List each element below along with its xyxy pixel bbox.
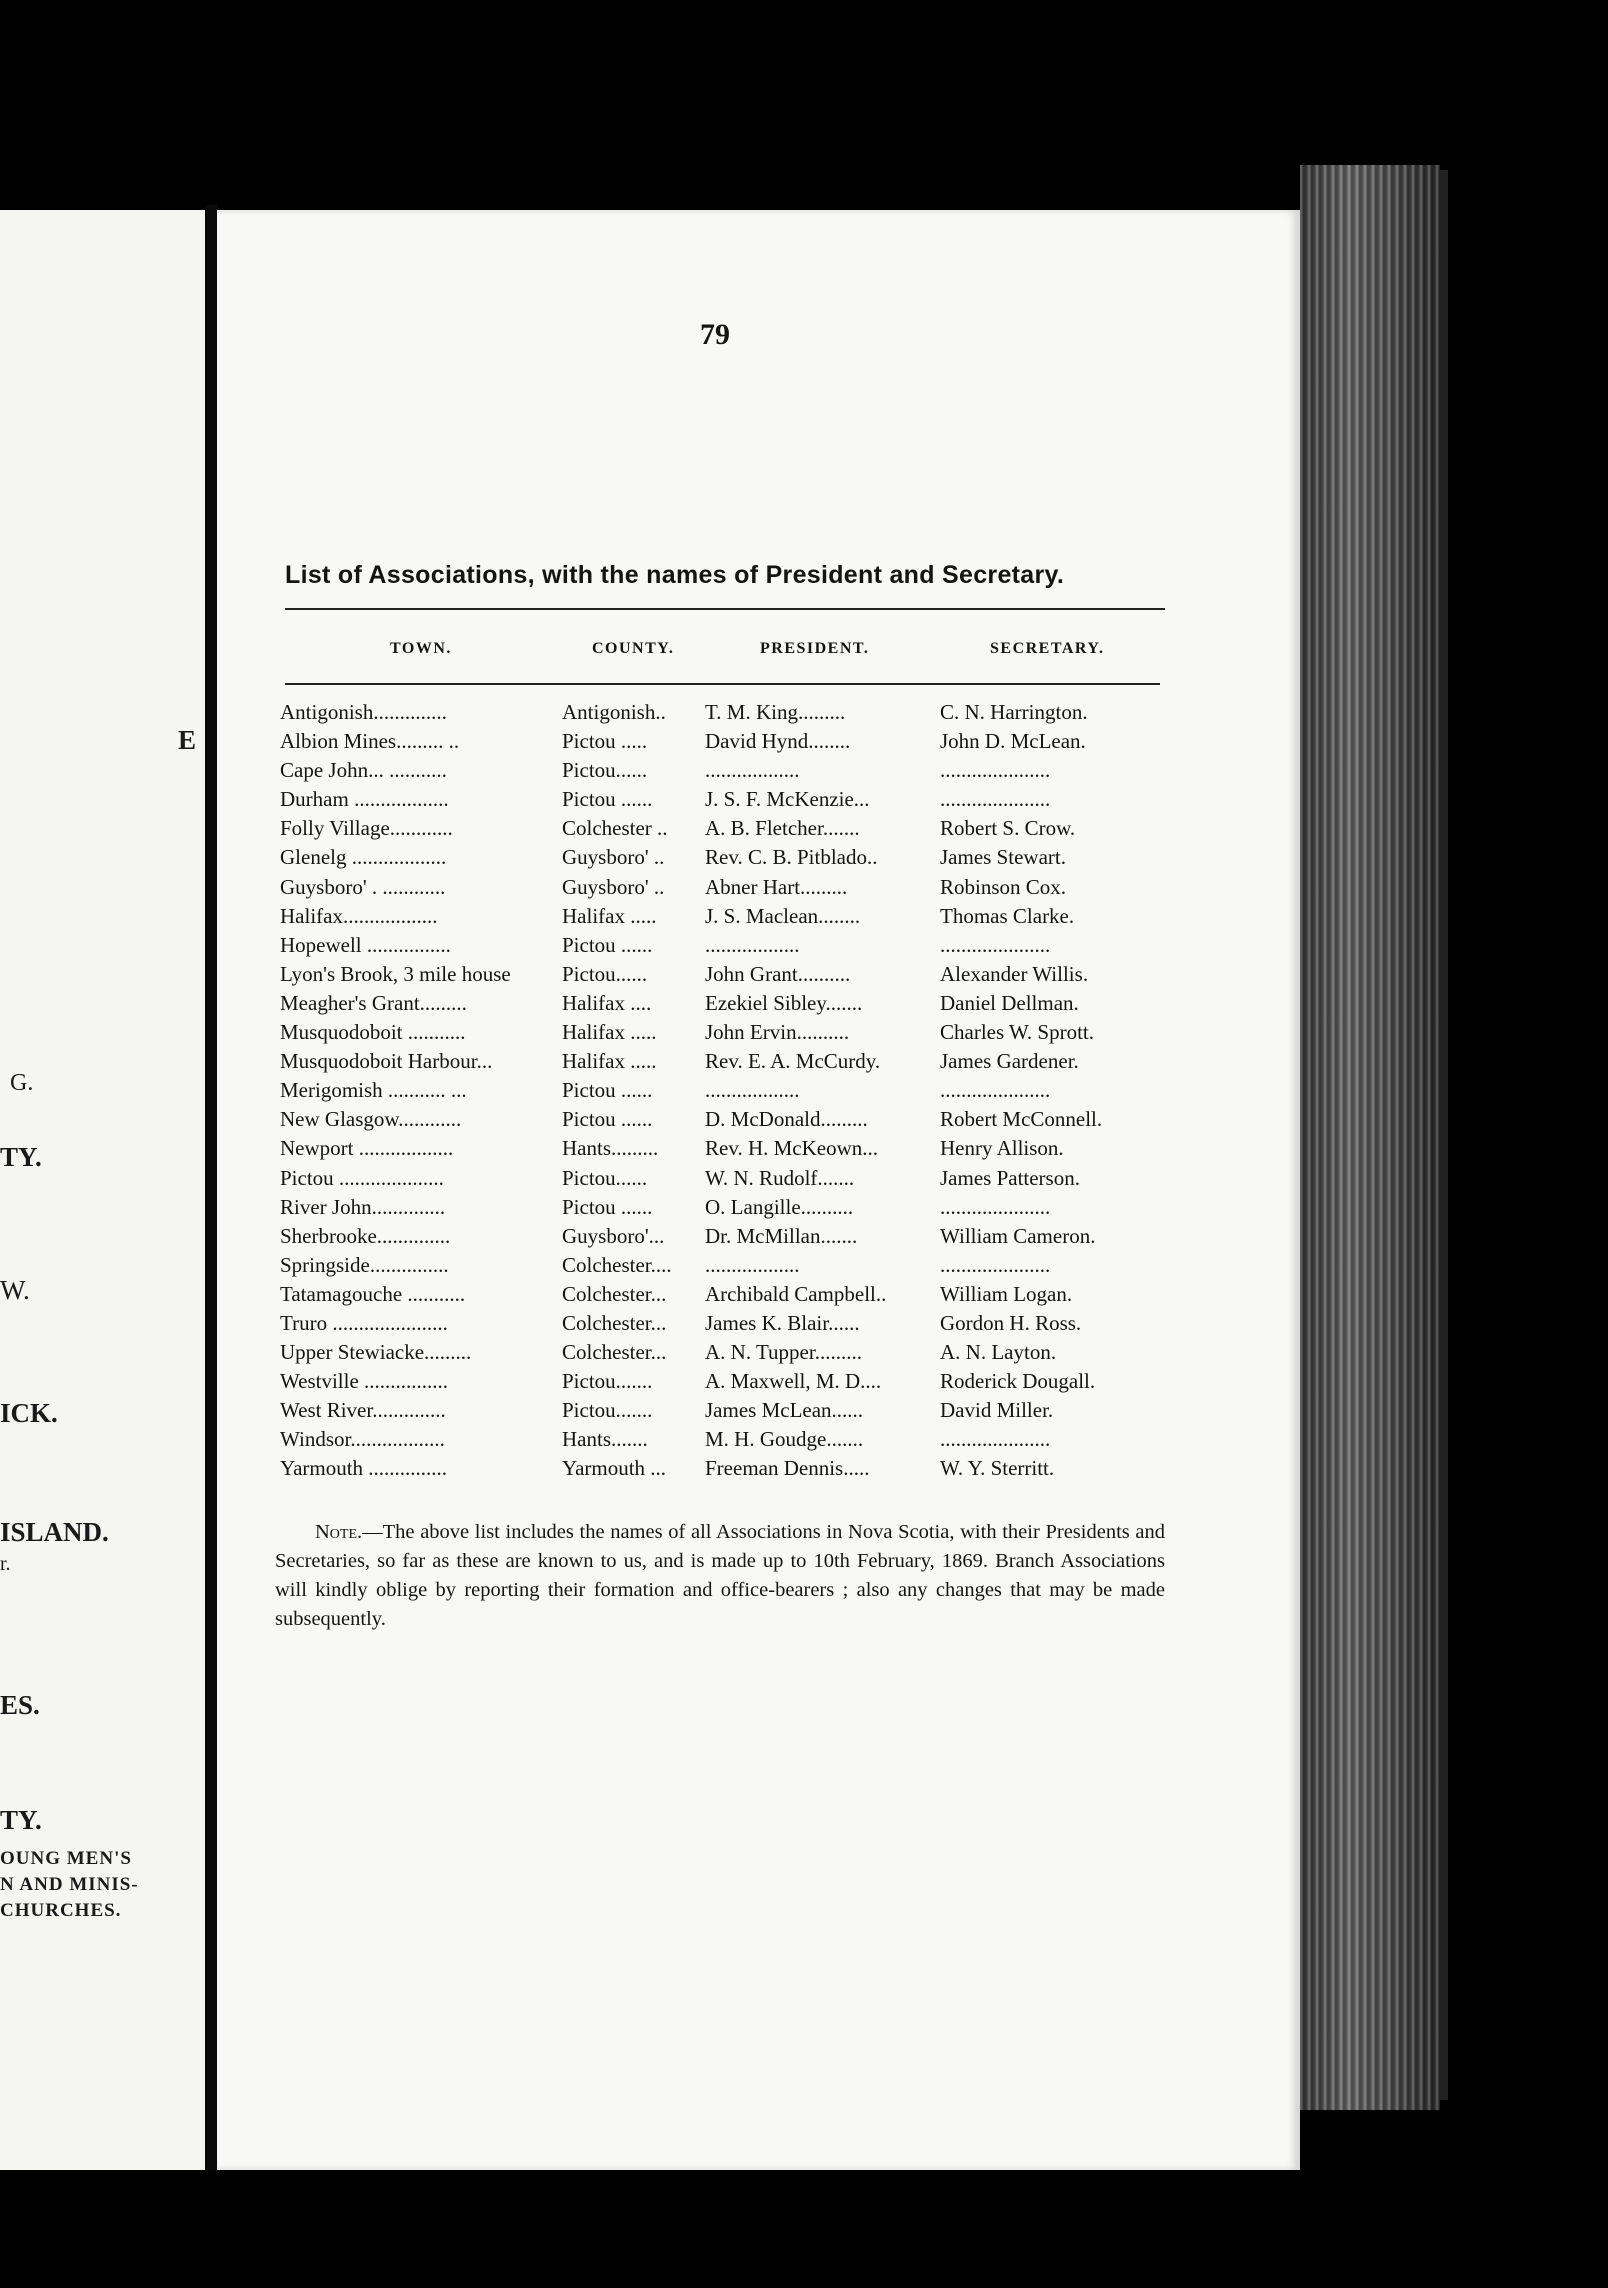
town-cell: Halifax.................. xyxy=(280,903,438,928)
book-gutter xyxy=(205,205,217,2170)
county-cell: Pictou...... xyxy=(562,758,648,783)
secretary-cell: ..................... xyxy=(940,1194,1051,1219)
county-cell: Colchester .. xyxy=(562,816,668,841)
table-row xyxy=(280,1456,1160,1485)
town-cell: Albion Mines......... .. xyxy=(280,729,460,754)
president-cell: James K. Blair...... xyxy=(705,1310,860,1335)
left-fragment: CHURCHES. xyxy=(0,1900,122,1921)
secretary-cell: A. N. Layton. xyxy=(940,1340,1057,1365)
table-row xyxy=(280,904,1160,933)
county-cell: Guysboro' .. xyxy=(562,874,665,899)
left-fragment: TY. xyxy=(0,1142,42,1172)
county-cell: Pictou...... xyxy=(562,961,648,986)
town-cell: Pictou .................... xyxy=(280,1165,444,1190)
left-facing-page xyxy=(0,210,205,2170)
table-row xyxy=(280,1107,1160,1136)
secretary-cell: ..................... xyxy=(940,787,1051,812)
secretary-cell: ..................... xyxy=(940,758,1051,783)
left-fragment: ES. xyxy=(0,1690,40,1720)
county-cell: Antigonish.. xyxy=(562,700,666,724)
town-cell: Meagher's Grant......... xyxy=(280,990,467,1015)
column-header-county: COUNTY. xyxy=(592,640,675,657)
table-row xyxy=(280,1340,1160,1369)
president-cell: Rev. C. B. Pitblado.. xyxy=(705,845,878,870)
table-row xyxy=(280,1253,1160,1282)
president-cell: .................. xyxy=(705,1078,800,1103)
president-cell: A. B. Fletcher....... xyxy=(705,816,860,841)
president-cell: Dr. McMillan....... xyxy=(705,1223,858,1248)
county-cell: Pictou ...... xyxy=(562,1078,653,1103)
table-row xyxy=(280,933,1160,962)
secretary-cell: ..................... xyxy=(940,1427,1051,1452)
left-fragment: W. xyxy=(0,1275,30,1305)
county-cell: Colchester... xyxy=(562,1340,667,1365)
table-row xyxy=(280,787,1160,816)
secretary-cell: Charles W. Sprott. xyxy=(940,1020,1095,1045)
left-fragment: OUNG MEN'S xyxy=(0,1848,132,1869)
table-row xyxy=(280,700,1160,729)
town-cell: Cape John... ........... xyxy=(280,758,447,783)
secretary-cell: William Cameron. xyxy=(940,1223,1096,1248)
town-cell: Upper Stewiacke......... xyxy=(280,1340,472,1365)
president-cell: .................. xyxy=(705,758,800,783)
associations-table xyxy=(280,700,1160,1486)
secretary-cell: Robert S. Crow. xyxy=(940,816,1076,841)
town-cell: River John.............. xyxy=(280,1194,446,1219)
secretary-cell: James Patterson. xyxy=(940,1165,1080,1190)
president-cell: Abner Hart......... xyxy=(705,874,848,899)
table-row xyxy=(280,1078,1160,1107)
note-label: Note. xyxy=(315,1521,363,1543)
president-cell: W. N. Rudolf....... xyxy=(705,1165,855,1190)
town-cell: Newport .................. xyxy=(280,1136,454,1161)
table-row xyxy=(280,758,1160,787)
town-cell: Folly Village............ xyxy=(280,816,453,841)
president-cell: David Hynd........ xyxy=(705,729,851,754)
table-row xyxy=(280,845,1160,874)
left-fragment: E xyxy=(178,725,197,755)
county-cell: Halifax ..... xyxy=(562,1049,657,1074)
county-cell: Guysboro'... xyxy=(562,1223,665,1248)
column-header-town: TOWN. xyxy=(390,640,452,657)
secretary-cell: C. N. Harrington. xyxy=(940,700,1088,724)
left-fragment: G. xyxy=(10,1070,34,1096)
town-cell: Guysboro' . ............ xyxy=(280,874,446,899)
book-page-edges xyxy=(1300,165,1440,2110)
town-cell: Westville ................ xyxy=(280,1369,449,1394)
table-row xyxy=(280,816,1160,845)
president-cell: J. S. F. McKenzie... xyxy=(705,787,870,812)
left-fragment: ICK. xyxy=(0,1398,58,1428)
table-row xyxy=(280,1311,1160,1340)
county-cell: Pictou....... xyxy=(562,1398,653,1423)
town-cell: Glenelg .................. xyxy=(280,845,447,870)
secretary-cell: ..................... xyxy=(940,932,1051,957)
secretary-cell: James Gardener. xyxy=(940,1049,1079,1074)
town-cell: Truro ...................... xyxy=(280,1310,448,1335)
secretary-cell: Robert McConnell. xyxy=(940,1107,1103,1132)
town-cell: West River.............. xyxy=(280,1398,446,1423)
header-rule xyxy=(285,683,1160,685)
left-fragment: TY. xyxy=(0,1805,42,1835)
town-cell: Durham .................. xyxy=(280,787,449,812)
president-cell: O. Langille.......... xyxy=(705,1194,854,1219)
secretary-cell: John D. McLean. xyxy=(940,729,1086,754)
table-row xyxy=(280,991,1160,1020)
county-cell: Colchester... xyxy=(562,1281,667,1306)
town-cell: New Glasgow............ xyxy=(280,1107,462,1132)
secretary-cell: James Stewart. xyxy=(940,845,1066,870)
secretary-cell: Thomas Clarke. xyxy=(940,903,1075,928)
president-cell: Rev. H. McKeown... xyxy=(705,1136,879,1161)
table-row xyxy=(280,1049,1160,1078)
secretary-cell: David Miller. xyxy=(940,1398,1054,1423)
president-cell: James McLean...... xyxy=(705,1398,864,1423)
secretary-cell: William Logan. xyxy=(940,1281,1073,1306)
county-cell: Halifax ..... xyxy=(562,903,657,928)
county-cell: Pictou ...... xyxy=(562,787,653,812)
town-cell: Musquodoboit ........... xyxy=(280,1020,466,1045)
president-cell: Archibald Campbell.. xyxy=(705,1281,887,1306)
secretary-cell: W. Y. Sterritt. xyxy=(940,1456,1055,1481)
president-cell: T. M. King......... xyxy=(705,700,846,724)
county-cell: Pictou....... xyxy=(562,1369,653,1394)
president-cell: Ezekiel Sibley....... xyxy=(705,990,863,1015)
note-paragraph xyxy=(275,1518,1165,1634)
table-row xyxy=(280,1224,1160,1253)
column-header-president: PRESIDENT. xyxy=(760,640,870,657)
president-cell: John Ervin.......... xyxy=(705,1020,850,1045)
county-cell: Hants......... xyxy=(562,1136,659,1161)
town-cell: Musquodoboit Harbour... xyxy=(280,1049,493,1074)
president-cell: M. H. Goudge....... xyxy=(705,1427,864,1452)
county-cell: Pictou ...... xyxy=(562,1107,653,1132)
table-row xyxy=(280,1166,1160,1195)
president-cell: Rev. E. A. McCurdy. xyxy=(705,1049,881,1074)
table-row xyxy=(280,1020,1160,1049)
table-row xyxy=(280,1398,1160,1427)
book-edge-shadow xyxy=(1440,170,1448,2100)
county-cell: Colchester.... xyxy=(562,1252,672,1277)
left-fragment: ISLAND. xyxy=(0,1517,109,1547)
column-header-secretary: SECRETARY. xyxy=(990,640,1105,657)
secretary-cell: Daniel Dellman. xyxy=(940,990,1079,1015)
secretary-cell: ..................... xyxy=(940,1078,1051,1103)
town-cell: Sherbrooke.............. xyxy=(280,1223,451,1248)
table-row xyxy=(280,962,1160,991)
president-cell: .................. xyxy=(705,932,800,957)
secretary-cell: ..................... xyxy=(940,1252,1051,1277)
secretary-cell: Gordon H. Ross. xyxy=(940,1310,1082,1335)
county-cell: Pictou ..... xyxy=(562,729,648,754)
town-cell: Antigonish.............. xyxy=(280,700,447,724)
secretary-cell: Henry Allison. xyxy=(940,1136,1064,1161)
page-number: 79 xyxy=(700,318,730,351)
table-row xyxy=(280,729,1160,758)
county-cell: Pictou...... xyxy=(562,1165,648,1190)
town-cell: Lyon's Brook, 3 mile house xyxy=(280,961,511,986)
page-title: List of Associations, with the names of President and Secretary. xyxy=(285,561,1065,589)
town-cell: Merigomish ........... ... xyxy=(280,1078,467,1103)
table-row xyxy=(280,875,1160,904)
left-fragment: r. xyxy=(0,1553,11,1575)
county-cell: Guysboro' .. xyxy=(562,845,665,870)
president-cell: .................. xyxy=(705,1252,800,1277)
county-cell: Yarmouth ... xyxy=(562,1456,667,1481)
town-cell: Yarmouth ............... xyxy=(280,1456,448,1481)
secretary-cell: Robinson Cox. xyxy=(940,874,1067,899)
president-cell: A. Maxwell, M. D.... xyxy=(705,1369,882,1394)
president-cell: A. N. Tupper......... xyxy=(705,1340,862,1365)
town-cell: Windsor.................. xyxy=(280,1427,445,1452)
county-cell: Pictou ...... xyxy=(562,1194,653,1219)
president-cell: J. S. Maclean........ xyxy=(705,903,861,928)
county-cell: Colchester... xyxy=(562,1310,667,1335)
president-cell: John Grant.......... xyxy=(705,961,851,986)
secretary-cell: Roderick Dougall. xyxy=(940,1369,1096,1394)
county-cell: Halifax ..... xyxy=(562,1020,657,1045)
left-fragment: N AND MINIS- xyxy=(0,1874,139,1895)
county-cell: Halifax .... xyxy=(562,990,652,1015)
table-row xyxy=(280,1282,1160,1311)
note-text: —The above list includes the names of all Associations in Nova Scotia, with their Presidents and Secretaries, so far as these are known to us, and is made up to 10th February, 1869. Branch Associations will kindly oblige by reporting their formation and office-bearers ; also any changes that may be made subsequently. xyxy=(275,1521,1165,1630)
table-row xyxy=(280,1136,1160,1165)
title-rule xyxy=(285,608,1165,610)
table-row xyxy=(280,1195,1160,1224)
county-cell: Pictou ...... xyxy=(562,932,653,957)
town-cell: Springside............... xyxy=(280,1252,449,1277)
table-row xyxy=(280,1369,1160,1398)
president-cell: D. McDonald......... xyxy=(705,1107,868,1132)
town-cell: Tatamagouche ........... xyxy=(280,1281,466,1306)
table-row xyxy=(280,1427,1160,1456)
president-cell: Freeman Dennis..... xyxy=(705,1456,870,1481)
town-cell: Hopewell ................ xyxy=(280,932,451,957)
county-cell: Hants....... xyxy=(562,1427,648,1452)
secretary-cell: Alexander Willis. xyxy=(940,961,1089,986)
